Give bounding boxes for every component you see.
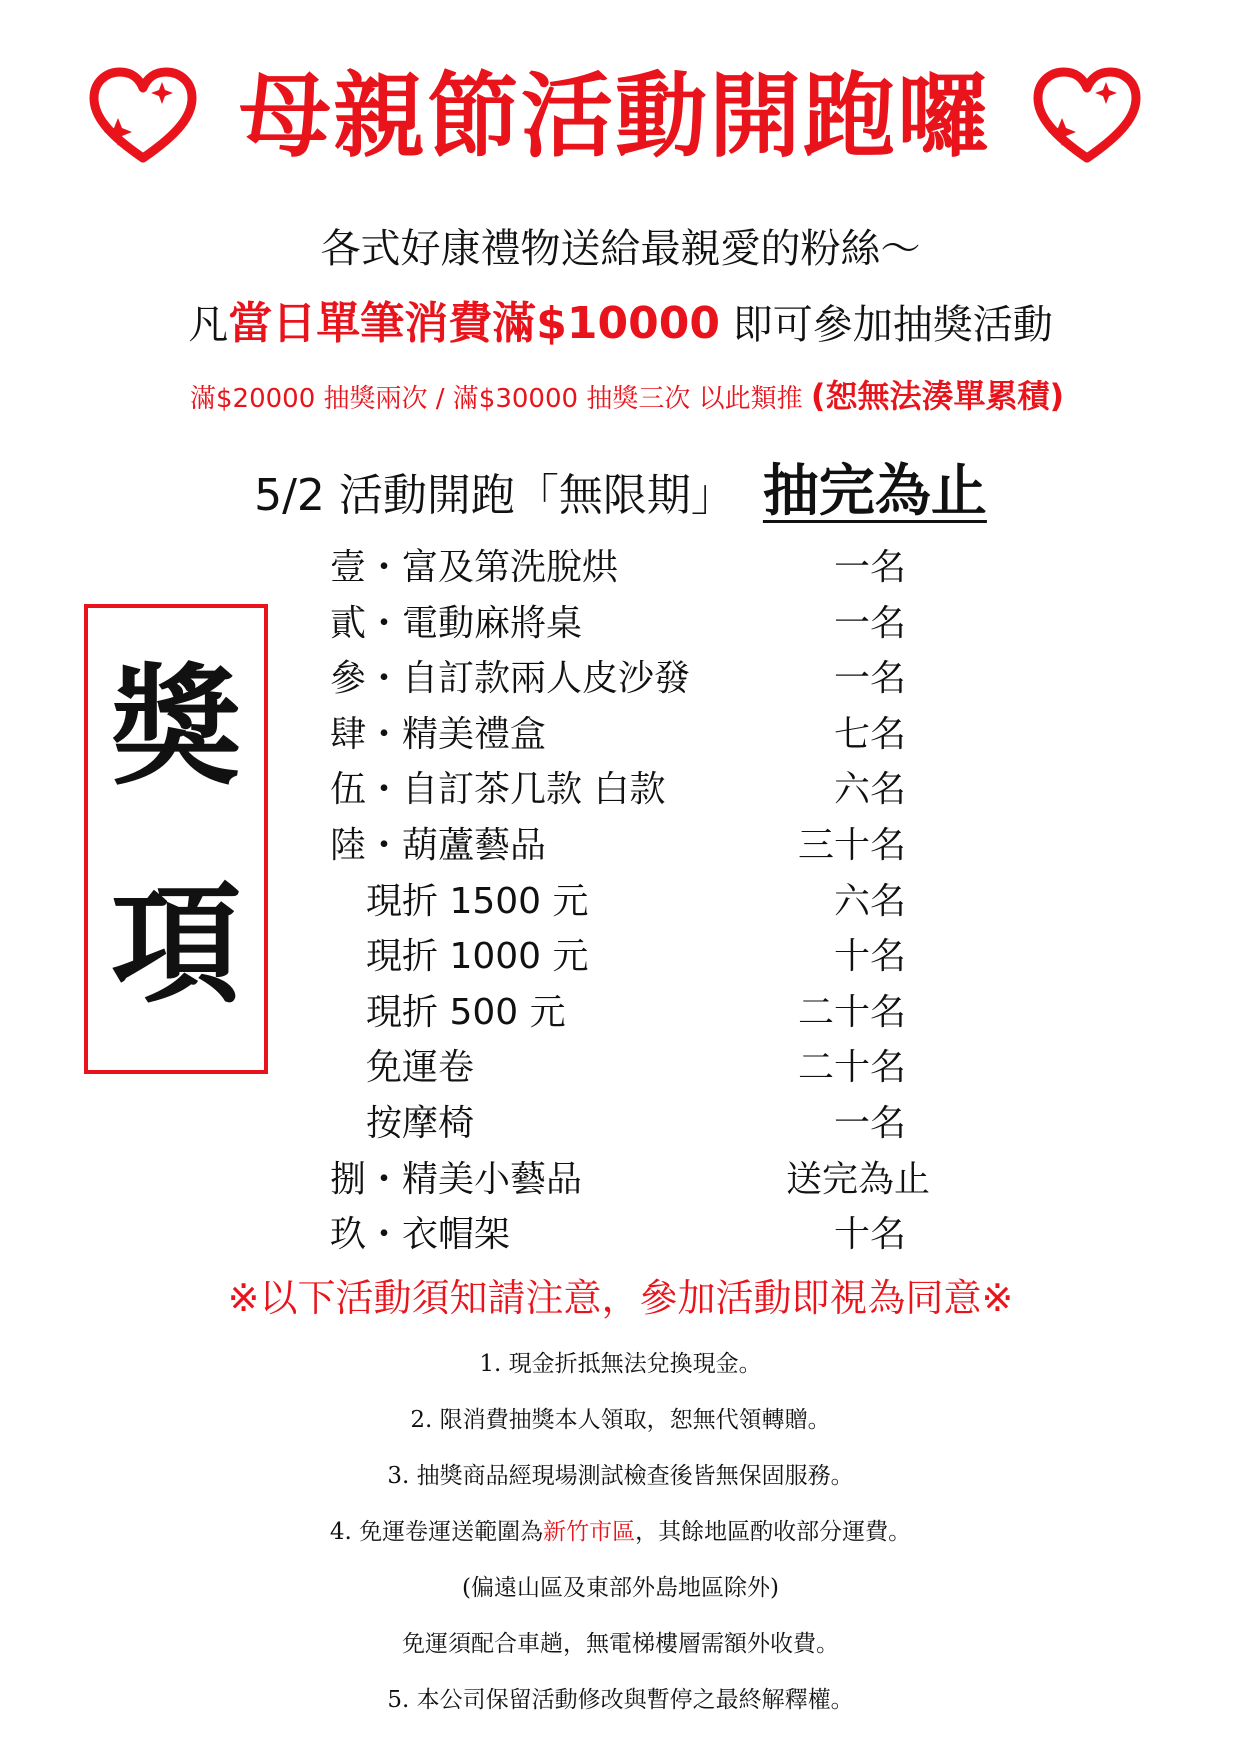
period-emphasis: 抽完為止 [762,459,987,524]
prize-qty: 十名 [833,1214,906,1256]
prize-row [330,1096,970,1152]
prize-row [330,1040,970,1096]
heart-sparkle-icon [88,66,198,166]
notice-item-4-suffix: ，其餘地區酌收部分運費。 [635,1519,912,1545]
extra-note: (恕無法湊單累積) [810,377,1065,415]
prize-name: 現折 500 元 [366,991,566,1033]
prize-row [330,651,970,707]
prize-qty: 二十名 [797,991,906,1033]
prize-qty: 一名 [833,547,906,588]
prize-label-box [84,604,268,1074]
extra-rule-line [190,376,1230,419]
prize-qty: 一名 [833,658,906,700]
condition-prefix: 凡 [188,302,229,348]
page-title: 母親節活動開跑囉 [238,63,991,170]
prize-row [330,596,970,652]
prize-row [330,762,970,818]
prize-qty: 一名 [833,1102,906,1144]
condition-suffix: 即可參加抽獎活動 [732,302,1053,348]
prize-qty: 七名 [833,713,906,755]
prize-qty: 六名 [833,769,906,811]
notice-title: ※以下活動須知請注意，參加活動即視為同意※ [227,1276,1014,1320]
prize-qty: 二十名 [797,1047,906,1089]
prize-row [330,540,970,596]
prize-row [330,707,970,763]
period-line [0,459,1241,526]
subtitle: 各式好康禮物送給最親愛的粉絲～ [320,226,921,272]
prize-name: 貳・電動麻將桌 [330,602,583,644]
prize-name: 捌・精美小藝品 [330,1158,583,1200]
prize-qty: 一名 [833,602,906,644]
prize-qty: 十名 [833,936,906,978]
notice-item-4-note-2: 免運須配合車趟，無電梯樓層需額外收費。 [402,1631,839,1657]
prize-name: 按摩椅 [366,1102,475,1144]
notice-item-4-highlight: 新竹市區 [543,1519,636,1545]
prize-row [330,818,970,874]
condition-highlight: 當日單筆消費滿$10000 [228,298,720,349]
prize-row [330,874,970,930]
prize-name: 肆・精美禮盒 [330,713,547,755]
notice-item-3: 3. 抽獎商品經現場測試檢查後皆無保固服務。 [387,1463,854,1489]
condition-line [0,296,1241,353]
prize-name: 玖・衣帽架 [330,1214,511,1256]
prize-row [330,1207,970,1263]
prize-qty: 六名 [833,880,906,922]
period-text: 5/2 活動開跑「無限期」 [254,470,735,521]
prize-name: 免運卷 [366,1047,475,1089]
prize-name: 壹・富及第洗脫烘 [330,547,619,588]
prize-name: 現折 1500 元 [366,880,589,922]
prize-row [330,1152,970,1208]
notice-item-1: 1. 現金折抵無法兌換現金。 [479,1351,762,1377]
notice-item-4-note-1: (偏遠山區及東部外島地區除外) [462,1575,779,1601]
prize-name: 陸・葫蘆藝品 [330,824,547,866]
prize-label-char-2: 項 [110,869,241,1021]
prize-name: 參・自訂款兩人皮沙發 [330,658,691,700]
prize-name: 現折 1000 元 [366,936,589,978]
prize-row [330,985,970,1041]
prize-label-char-1: 獎 [110,651,241,803]
notice-item-5: 5. 本公司保留活動修改與暫停之最終解釋權。 [387,1687,854,1713]
notice-item-4 [0,1514,1241,1550]
prize-qty: 三十名 [797,824,906,866]
notice-item-4-prefix: 4. 免運卷運送範圍為 [329,1519,544,1545]
heart-sparkle-icon [1032,66,1142,166]
notice-item-2: 2. 限消費抽獎本人領取，恕無代領轉贈。 [410,1407,831,1433]
prize-qty: 送完為止 [785,1158,930,1200]
extra-rule: 滿$20000 抽獎兩次 / 滿$30000 抽獎三次 以此類推 [190,384,803,414]
prize-name: 伍・自訂茶几款 白款 [330,769,666,811]
prize-list [330,540,970,1263]
prize-row [330,929,970,985]
